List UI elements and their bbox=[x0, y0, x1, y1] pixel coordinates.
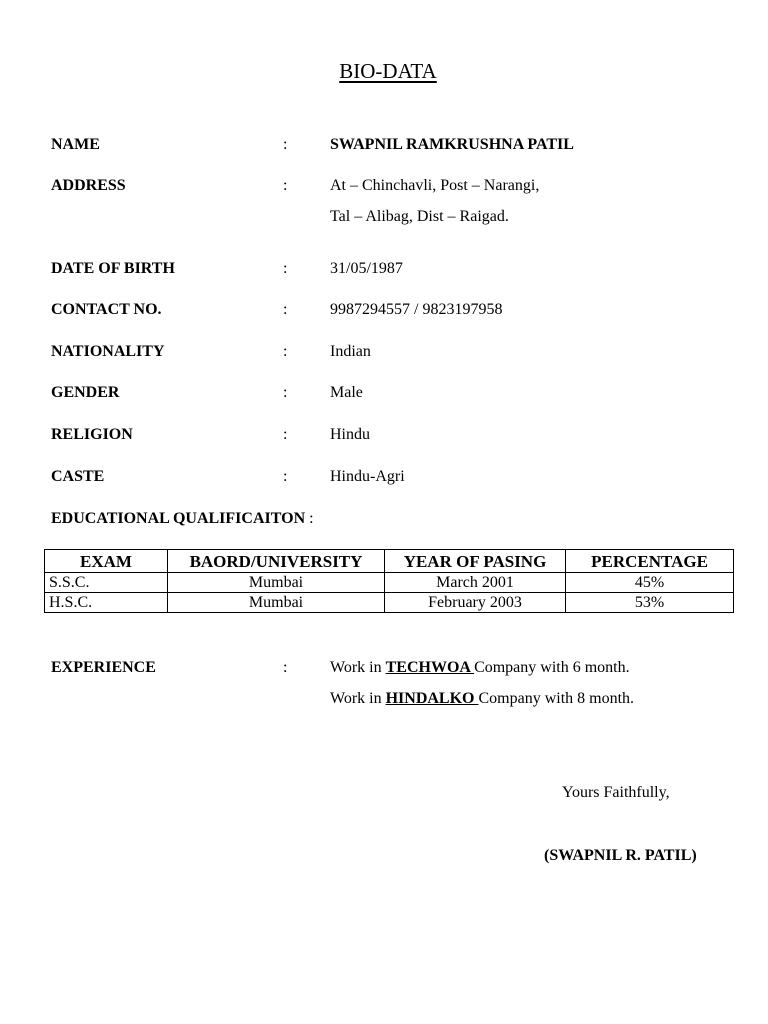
cell-year: February 2003 bbox=[385, 593, 566, 613]
field-value: 31/05/1987 bbox=[330, 260, 403, 277]
field-value: 9987294557 / 9823197958 bbox=[330, 301, 503, 318]
field-religion bbox=[0, 426, 768, 450]
education-heading-suffix: : bbox=[305, 510, 314, 527]
field-separator: : bbox=[283, 343, 288, 360]
cell-year: March 2001 bbox=[385, 573, 566, 593]
field-separator: : bbox=[283, 177, 288, 194]
cell-percentage: 45% bbox=[566, 573, 734, 593]
field-label: RELIGION bbox=[51, 426, 133, 443]
field-label: NAME bbox=[51, 136, 100, 153]
document-title: BIO-DATA bbox=[339, 59, 437, 83]
field-label: CASTE bbox=[51, 468, 105, 485]
field-value: SWAPNIL RAMKRUSHNA PATIL bbox=[330, 136, 574, 153]
field-experience-line2 bbox=[0, 690, 768, 714]
company-name: HINDALKO bbox=[385, 690, 479, 707]
field-gender bbox=[0, 384, 768, 408]
cell-percentage: 53% bbox=[566, 593, 734, 613]
field-separator: : bbox=[283, 384, 288, 401]
experience-suffix: Company with 8 month. bbox=[478, 690, 635, 707]
field-name bbox=[0, 136, 768, 160]
field-separator: : bbox=[283, 426, 288, 443]
field-label: NATIONALITY bbox=[51, 343, 165, 360]
field-address-line2 bbox=[0, 208, 768, 232]
experience-prefix: Work in bbox=[330, 659, 386, 676]
field-separator: : bbox=[283, 301, 288, 318]
column-header-year: YEAR OF PASING bbox=[385, 550, 566, 573]
field-caste bbox=[0, 468, 768, 492]
field-separator: : bbox=[283, 659, 288, 676]
education-heading bbox=[51, 510, 314, 528]
field-value: Male bbox=[330, 384, 363, 401]
field-experience bbox=[0, 659, 768, 683]
table-row bbox=[45, 593, 734, 613]
field-separator: : bbox=[283, 260, 288, 277]
field-value: Hindu bbox=[330, 426, 370, 443]
signature-name: (SWAPNIL R. PATIL) bbox=[544, 847, 697, 864]
experience-suffix: Company with 6 month. bbox=[474, 659, 630, 676]
cell-board: Mumbai bbox=[168, 593, 385, 613]
field-separator: : bbox=[283, 468, 288, 485]
cell-exam: H.S.C. bbox=[45, 593, 168, 613]
column-header-percentage: PERCENTAGE bbox=[566, 550, 734, 573]
column-header-board: BAORD/UNIVERSITY bbox=[168, 550, 385, 573]
field-label: CONTACT NO. bbox=[51, 301, 162, 318]
company-name: TECHWOA bbox=[385, 659, 475, 676]
closing-salutation: Yours Faithfully, bbox=[562, 784, 670, 801]
experience-line bbox=[330, 659, 630, 677]
column-header-exam: EXAM bbox=[45, 550, 168, 573]
field-contact bbox=[0, 301, 768, 325]
table-row bbox=[45, 573, 734, 593]
field-value: At – Chinchavli, Post – Narangi, bbox=[330, 177, 540, 194]
field-label: GENDER bbox=[51, 384, 120, 401]
cell-board: Mumbai bbox=[168, 573, 385, 593]
field-label: DATE OF BIRTH bbox=[51, 260, 175, 277]
field-value: Hindu-Agri bbox=[330, 468, 405, 485]
field-value: Tal – Alibag, Dist – Raigad. bbox=[330, 208, 509, 225]
field-label: EXPERIENCE bbox=[51, 659, 156, 676]
field-label: ADDRESS bbox=[51, 177, 126, 194]
field-nationality bbox=[0, 343, 768, 367]
table-header-row bbox=[45, 550, 734, 573]
cell-exam: S.S.C. bbox=[45, 573, 168, 593]
field-address bbox=[0, 177, 768, 201]
experience-line bbox=[330, 690, 634, 708]
experience-prefix: Work in bbox=[330, 690, 386, 707]
education-table bbox=[44, 549, 734, 613]
field-separator: : bbox=[283, 136, 288, 153]
field-date-of-birth bbox=[0, 260, 768, 284]
education-heading-text: EDUCATIONAL QUALIFICAITON bbox=[51, 510, 306, 527]
field-value: Indian bbox=[330, 343, 371, 360]
